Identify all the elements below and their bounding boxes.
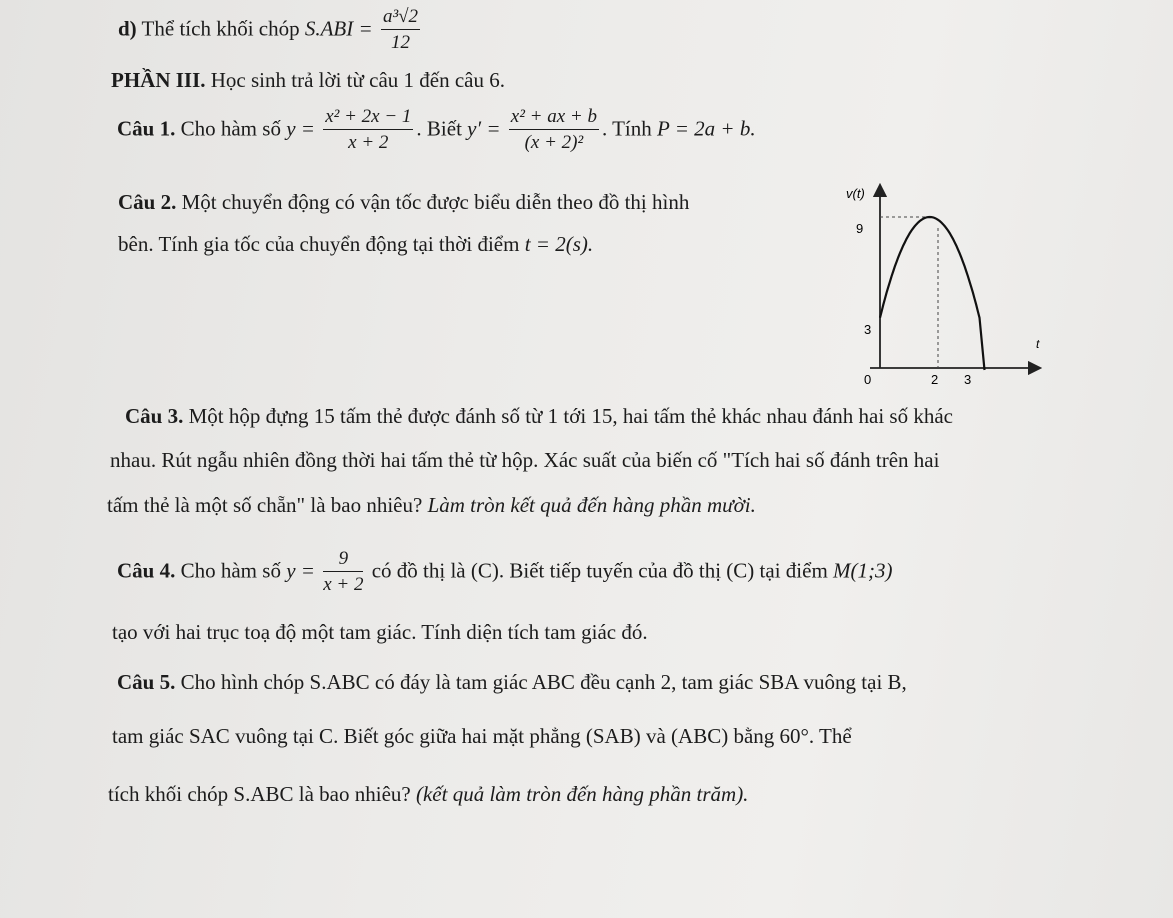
question-3-line-2 [110, 448, 939, 473]
velocity-curve [880, 217, 985, 370]
y-tick-3: 3 [864, 322, 872, 337]
q1-text-2: . Biết [416, 116, 468, 141]
velocity-graph [846, 180, 1040, 390]
x-tick-3: 3 [964, 372, 972, 387]
part-d-text: Thể tích khối chóp [136, 16, 305, 41]
q1-fraction-1-num: x² + 2x − 1 [323, 106, 413, 130]
q2-text-1: Một chuyển động có vận tốc được biểu diễn theo đồ thị hình [176, 190, 690, 214]
part3-heading [111, 68, 505, 93]
q1-yprime: y′ = [467, 116, 506, 141]
q5-instruction: (kết quả làm tròn đến hàng phần trăm). [415, 782, 749, 806]
question-5-line-2 [112, 724, 852, 749]
q4-y: y = [286, 558, 321, 583]
question-2-line-2 [118, 232, 593, 257]
question-1 [117, 106, 756, 155]
part-d-denominator: 12 [391, 32, 410, 53]
question-2-line-1 [118, 190, 689, 215]
q2-text-2: bên. Tính gia tốc của chuyển động tại thời điểm [118, 232, 525, 256]
x-tick-0: 0 [864, 372, 872, 387]
q3-label: Câu 3. [125, 404, 184, 428]
question-4-line-2 [112, 620, 648, 645]
q4-point-m: M(1;3) [833, 558, 893, 583]
q4-fraction [323, 548, 363, 597]
part3-text: Học sinh trả lời từ câu 1 đến câu 6. [205, 68, 506, 92]
q1-text-3: . Tính [601, 116, 658, 141]
part-d-lhs: S.ABI = [304, 16, 378, 41]
q1-fraction-1 [323, 106, 413, 155]
q1-p-expression: P = 2a + b. [657, 116, 756, 141]
part-d-line [118, 6, 423, 55]
q4-fraction-num: 9 [323, 548, 363, 572]
part-d-numerator: a³√2 [381, 6, 420, 30]
question-3-line-3 [107, 493, 756, 518]
question-5-line-3 [108, 782, 748, 807]
q5-text-3: tích khối chóp S.ABC là bao nhiêu? [108, 782, 416, 806]
part-d-fraction [381, 6, 420, 55]
q4-fraction-den: x + 2 [323, 574, 364, 595]
q5-text-1: Cho hình chóp S.ABC có đáy là tam giác ABC đều cạnh 2, tam giác SBA vuông tại B, [175, 670, 907, 694]
q2-label: Câu 2. [118, 190, 177, 214]
q1-label: Câu 1. [117, 116, 176, 141]
q1-fraction-1-den: x + 2 [348, 132, 389, 153]
q3-instruction: Làm tròn kết quả đến hàng phần mười. [427, 493, 756, 517]
q1-text-1: Cho hàm số [175, 116, 287, 141]
q4-text-3: tạo với hai trục toạ độ một tam giác. Tính diện tích tam giác đó. [112, 620, 648, 644]
q4-text-2: có đồ thị là (C). Biết tiếp tuyến của đồ thị (C) tại điểm [366, 558, 834, 583]
q2-time: t = 2(s). [524, 232, 594, 256]
q1-fraction-2-den: (x + 2)² [524, 132, 584, 153]
q1-fraction-2 [509, 106, 599, 155]
q1-fraction-2-num: x² + ax + b [509, 106, 599, 130]
x-tick-2: 2 [931, 372, 939, 387]
q5-label: Câu 5. [117, 670, 176, 694]
question-5-line-1 [117, 670, 907, 695]
y-axis-label: v(t) [846, 186, 865, 201]
question-4-line-1 [117, 548, 893, 597]
q3-text-1: Một hộp đựng 15 tấm thẻ được đánh số từ 1 tới 15, hai tấm thẻ khác nhau đánh hai số khác [183, 404, 953, 428]
y-tick-9: 9 [856, 221, 864, 236]
x-axis-label: t [1036, 337, 1040, 351]
q5-text-2: tam giác SAC vuông tại C. Biết góc giữa hai mặt phẳng (SAB) và (ABC) bằng 60°. Thể [112, 724, 852, 748]
q4-text-1: Cho hàm số [175, 558, 287, 583]
part-d-prefix: d) [118, 16, 137, 41]
q4-label: Câu 4. [117, 558, 176, 583]
part3-label: PHẦN III. [111, 68, 206, 92]
q3-text-3: tấm thẻ là một số chẵn" là bao nhiêu? [107, 493, 428, 517]
question-3-line-1 [125, 404, 953, 429]
q1-y: y = [286, 116, 321, 141]
q3-text-2: nhau. Rút ngẫu nhiên đồng thời hai tấm thẻ từ hộp. Xác suất của biến cố "Tích hai số đánh trên hai [110, 448, 940, 472]
